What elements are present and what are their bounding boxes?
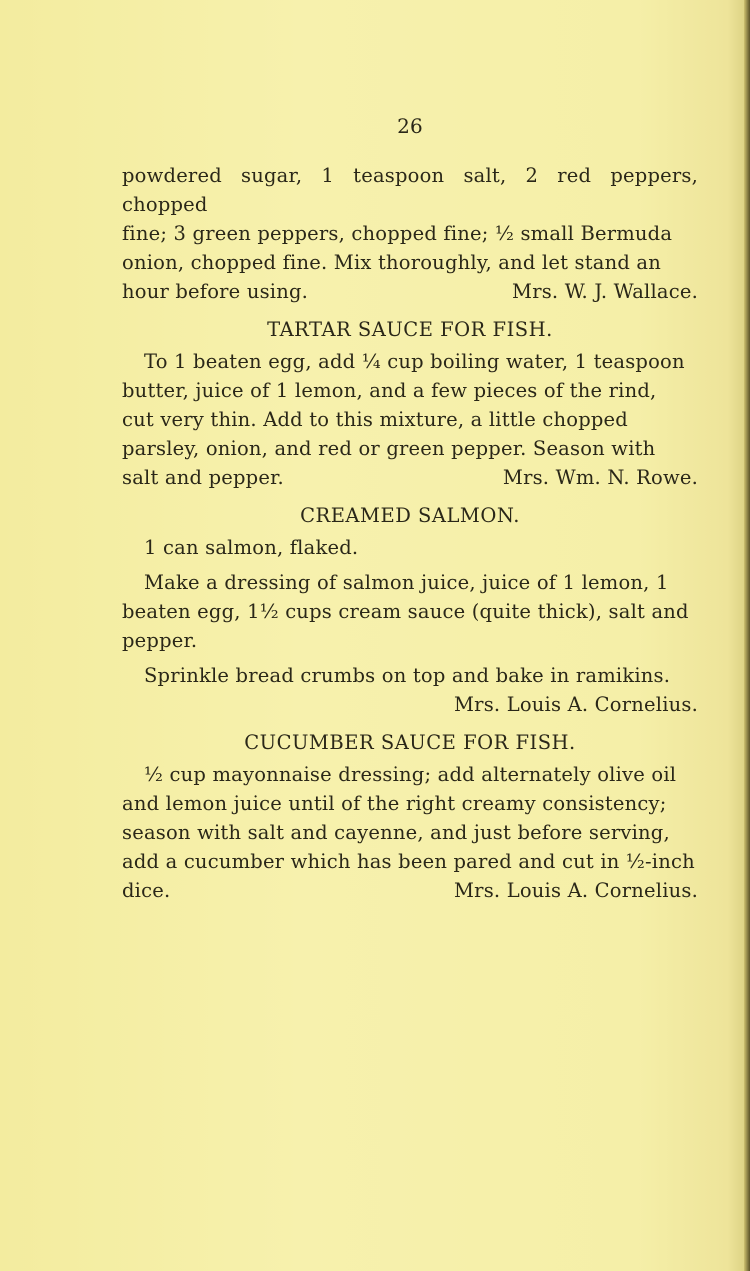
text-line-with-author bbox=[122, 876, 698, 905]
recipe-tartar-sauce bbox=[122, 315, 698, 492]
text-line: Make a dressing of salmon juice, juice of 1 lemon, 1 bbox=[144, 571, 669, 594]
text-line: fine; 3 green peppers, chopped fine; ½ small Bermuda bbox=[122, 222, 673, 245]
recipe-title: TARTAR SAUCE FOR FISH. bbox=[267, 318, 553, 341]
recipe-author: Mrs. Louis A. Cornelius. bbox=[454, 693, 698, 716]
text-line: salt and pepper. bbox=[122, 466, 284, 489]
intro-recipe-continuation bbox=[122, 161, 698, 306]
text-line: add a cucumber which has been pared and cut in ½-inch bbox=[122, 850, 695, 873]
text-line: ½ cup mayonnaise dressing; add alternately olive oil bbox=[144, 763, 677, 786]
text-line-with-author bbox=[122, 463, 698, 492]
recipe-cucumber-sauce bbox=[122, 728, 698, 905]
text-line: beaten egg, 1½ cups cream sauce (quite thick), salt and bbox=[122, 600, 689, 623]
text-line: To 1 beaten egg, add ¼ cup boiling water, 1 teaspoon bbox=[144, 350, 685, 373]
text-line: parsley, onion, and red or green pepper. Season with bbox=[122, 437, 656, 460]
recipe-title: CREAMED SALMON. bbox=[300, 504, 520, 527]
text-line: powdered sugar, 1 teaspoon salt, 2 red peppers, chopped bbox=[122, 164, 698, 216]
ingredient-line: 1 can salmon, flaked. bbox=[144, 536, 359, 559]
recipe-creamed-salmon bbox=[122, 501, 698, 719]
text-line: dice. bbox=[122, 879, 171, 902]
page-number: 26 bbox=[397, 114, 423, 138]
text-line: Sprinkle bread crumbs on top and bake in ramikins. bbox=[144, 664, 671, 687]
page-text bbox=[122, 112, 698, 905]
recipe-author: Mrs. W. J. Wallace. bbox=[512, 280, 698, 303]
text-line: season with salt and cayenne, and just before serving, bbox=[122, 821, 670, 844]
text-line: cut very thin. Add to this mixture, a little chopped bbox=[122, 408, 628, 431]
recipe-author: Mrs. Wm. N. Rowe. bbox=[502, 466, 698, 489]
recipe-author: Mrs. Louis A. Cornelius. bbox=[454, 879, 698, 902]
text-line: and lemon juice until of the right creamy consistency; bbox=[122, 792, 667, 815]
text-line-with-author bbox=[122, 277, 698, 306]
text-line: onion, chopped fine. Mix thoroughly, and let stand an bbox=[122, 251, 662, 274]
text-line: pepper. bbox=[122, 629, 198, 652]
text-line: hour before using. bbox=[122, 280, 309, 303]
text-line: butter, juice of 1 lemon, and a few pieces of the rind, bbox=[122, 379, 657, 402]
recipe-title: CUCUMBER SAUCE FOR FISH. bbox=[244, 731, 576, 754]
